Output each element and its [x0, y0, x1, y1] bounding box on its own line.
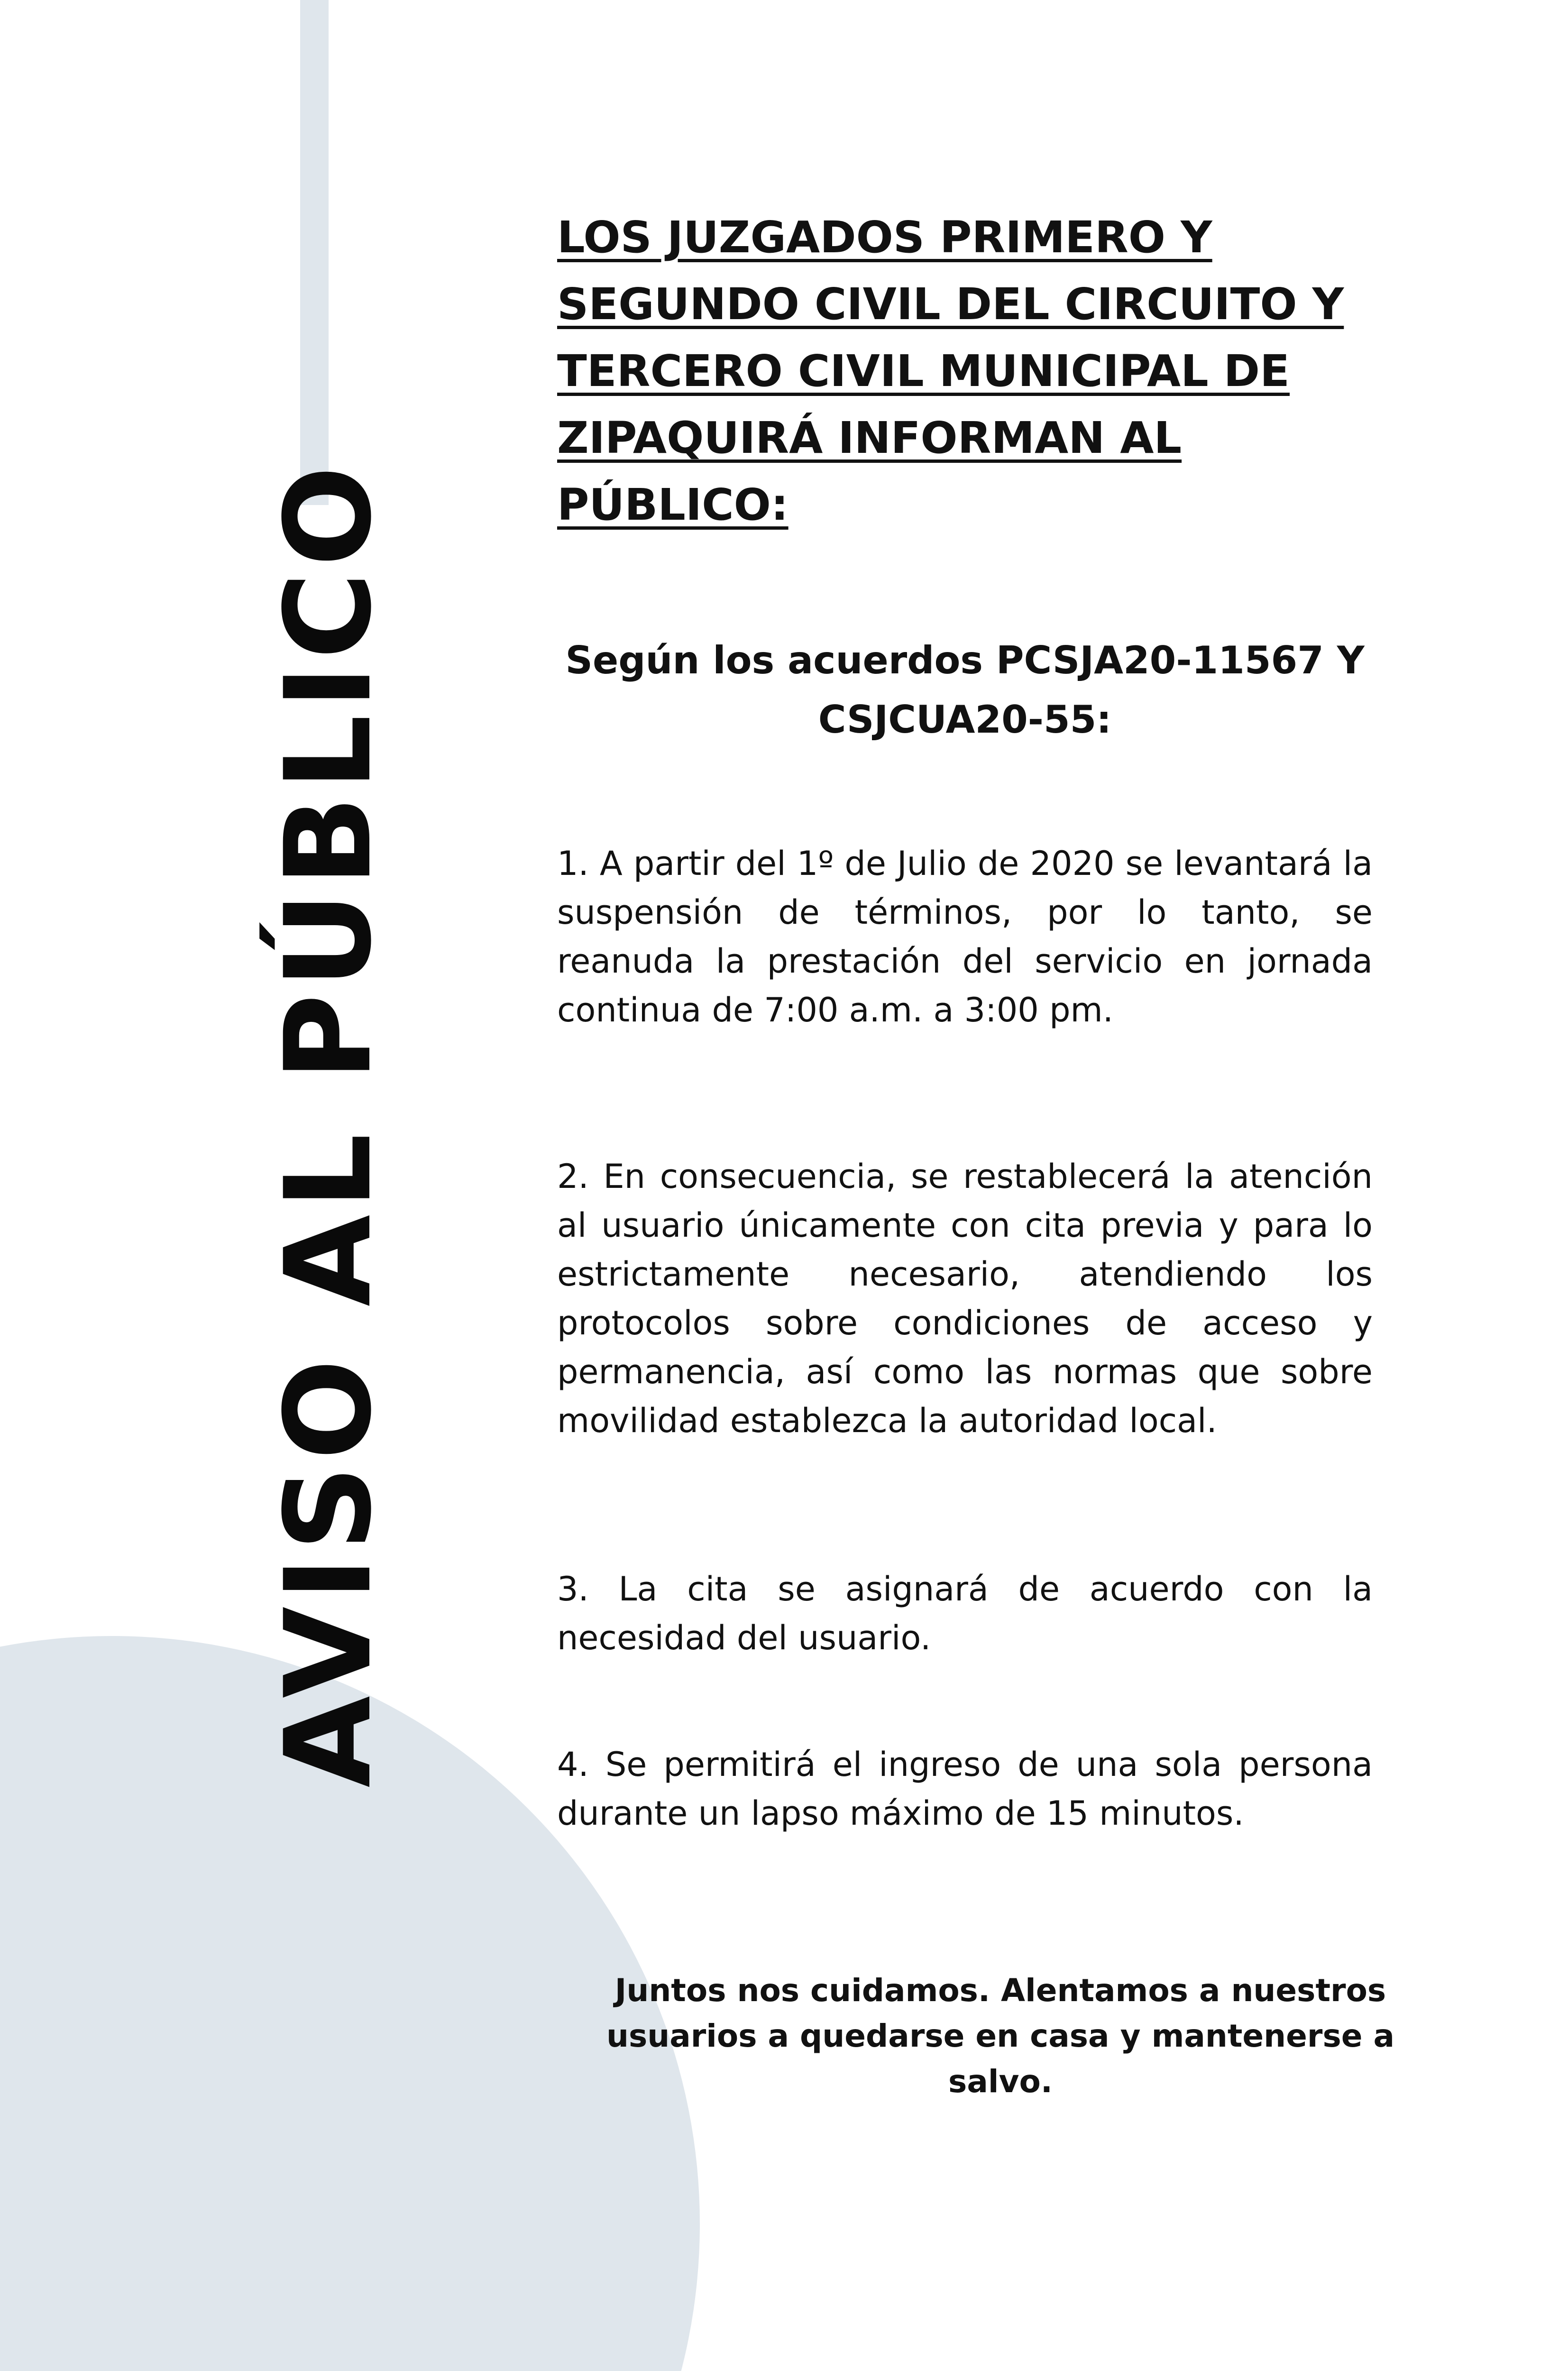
notice-item-1: 1. A partir del 1º de Julio de 2020 se levantará la suspensión de términos, por lo tanto, se reanuda la prestación del servicio en jornada continua de 7:00 a.m. a 3:00 pm.	[557, 844, 1373, 1029]
notice-item-4: 4. Se permitirá el ingreso de una sola persona durante un lapso máximo de 15 minutos.	[557, 1745, 1373, 1833]
notice-item-2: 2. En consecuencia, se restablecerá la atención al usuario únicamente con cita previa y para lo estrictamente necesario, atendiendo los protocolos sobre condiciones de acceso y permanencia, así como las normas que sobre movilidad establezca la autoridad local.	[557, 1157, 1373, 1440]
side-title: AVISO AL PÚBLICO	[259, 460, 397, 1788]
decorative-bar	[300, 0, 329, 505]
notice-item-3: 3. La cita se asignará de acuerdo con la necesidad del usuario.	[557, 1570, 1373, 1657]
notice-heading: LOS JUZGADOS PRIMERO Y SEGUNDO CIVIL DEL CIRCUITO Y TERCERO CIVIL MUNICIPAL DE ZIPAQUIRÁ INFORMAN AL PÚBLICO:	[557, 212, 1344, 530]
closing-message: Juntos nos cuidamos. Alentamos a nuestros usuarios a quedarse en casa y mantenerse a salvo.	[606, 1972, 1395, 2100]
agreements-subheading: Según los acuerdos PCSJA20-11567 Y CSJCUA20-55:	[565, 638, 1365, 742]
